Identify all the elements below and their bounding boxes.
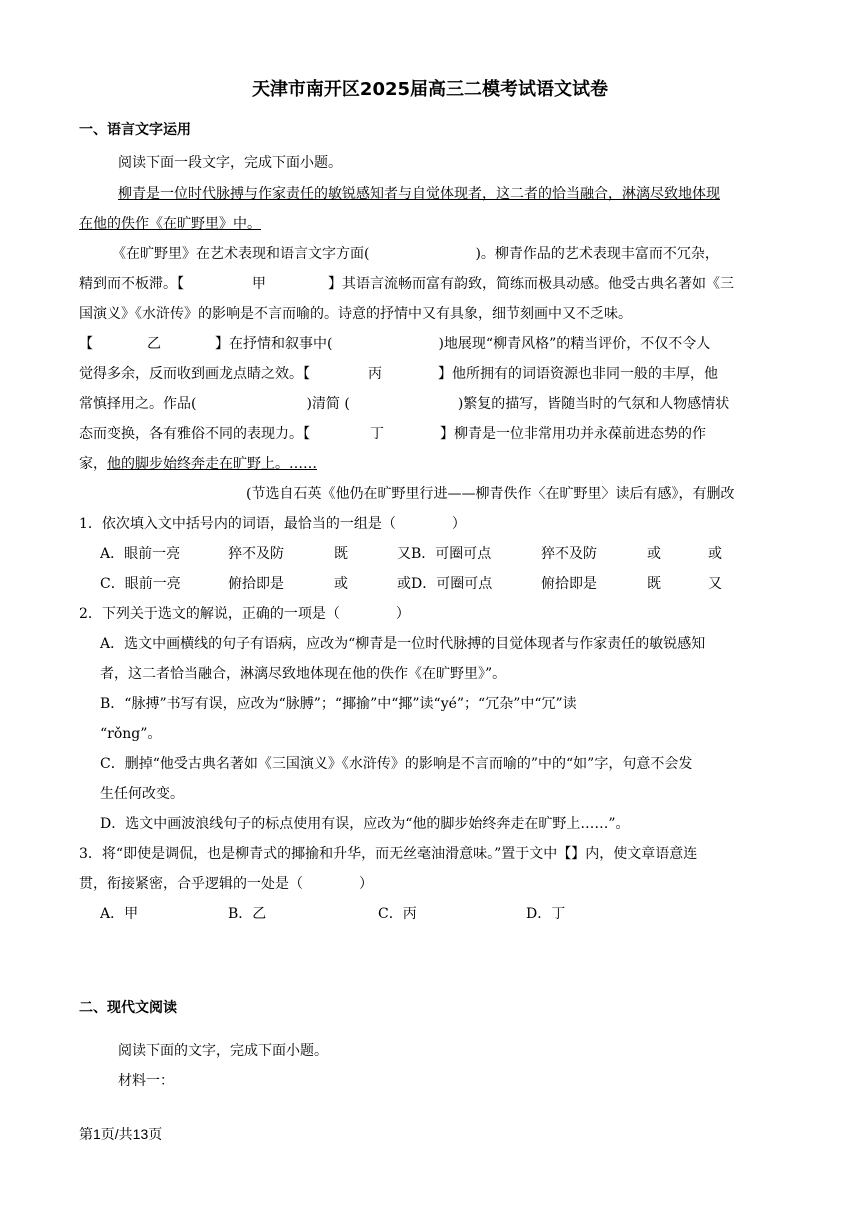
q1-option-d-word4: 又 xyxy=(708,576,722,592)
q1-option-a-word2: 猝不及防 xyxy=(228,546,284,562)
paragraph-line xyxy=(79,394,729,414)
text-segment: 觉得多余，反而收到画龙点睛之效。【 xyxy=(79,366,310,382)
q1-option-b-word4: 或 xyxy=(708,546,722,562)
q1-option-c-word2: 俯拾即是 xyxy=(228,576,284,592)
question-3-stem-cont: 贯，衔接紧密，合乎逻辑的一处是（ ） xyxy=(79,876,373,892)
page-footer: 第1页/共13页 xyxy=(79,1126,163,1142)
text-segment: )。柳青作品的艺术表现丰富而不冗杂， xyxy=(475,246,719,262)
section1-intro: 阅读下面一段文字，完成下面小题。 xyxy=(118,155,342,171)
text-segment: 家， xyxy=(79,456,107,472)
text-segment: 】在抒情和叙事中( xyxy=(215,336,333,352)
q1-option-c-word3: 或 xyxy=(334,576,348,592)
paragraph-line xyxy=(79,454,317,474)
underlined-sentence-line2: 在他的佚作《在旷野里》中。 xyxy=(79,216,261,232)
paragraph-line xyxy=(79,424,706,444)
blank-mark-jia: 甲 xyxy=(252,276,266,292)
question-3-stem: 3．将“即使是调侃，也是柳青式的揶揄和升华，而无丝毫油滑意味。”置于文中【】内，使文章语意连 xyxy=(79,846,698,862)
paragraph-line xyxy=(79,364,718,384)
paragraph-line xyxy=(79,334,710,354)
paragraph-line xyxy=(79,274,734,294)
text-segment: 】他所拥有的词语资源也非同一般的丰厚，他 xyxy=(438,366,718,382)
q2-option-d[interactable]: D．选文中画波浪线句子的标点使用有误，应改为“他的脚步始终奔走在旷野上……”。 xyxy=(100,816,630,832)
q1-option-a-word1[interactable]: A．眼前一亮 xyxy=(100,546,181,562)
text-segment: 态而变换，各有雅俗不同的表现力。【 xyxy=(79,426,310,442)
q1-option-b-word3: 或 xyxy=(647,546,661,562)
q3-option-d[interactable]: D．丁 xyxy=(526,906,566,922)
text-segment: )清简 ( xyxy=(306,396,350,412)
q2-option-c-cont: 生任何改变。 xyxy=(100,786,184,802)
section1-heading: 一、语言文字运用 xyxy=(79,122,191,138)
q2-option-b-cont: “rǒng”。 xyxy=(100,726,162,742)
section2-intro: 阅读下面的文字，完成下面小题。 xyxy=(118,1043,328,1059)
text-segment: 《在旷野里》在艺术表现和语言文字方面( xyxy=(112,246,370,262)
text-segment: )繁复的描写，皆随当时的气氛和人物感情状 xyxy=(457,396,730,412)
text-segment: 】柳青是一位非常用功并永葆前进态势的作 xyxy=(440,426,706,442)
text-segment: 【 xyxy=(79,336,93,352)
question-1-stem: 1．依次填入文中括号内的词语，最恰当的一组是（ ） xyxy=(79,516,466,532)
q2-option-b[interactable]: B．“脉搏”书写有误，应改为“脉膊”；“揶揄”中“揶”读“yé”；“冗杂”中“冗”读 xyxy=(100,696,577,712)
q1-option-a-word3: 既 xyxy=(334,546,348,562)
q1-option-b-word2: 猝不及防 xyxy=(541,546,597,562)
blank-mark-yi: 乙 xyxy=(147,336,161,352)
wavy-underlined-sentence: 他的脚步始终奔走在旷野上。…… xyxy=(107,456,317,472)
q1-option-c-word1[interactable]: C．眼前一亮 xyxy=(100,576,181,592)
text-segment: )地展现“柳青风格”的精当评价，不仅不令人 xyxy=(438,336,711,352)
blank-mark-bing: 丙 xyxy=(368,366,382,382)
question-2-stem: 2．下列关于选文的解说，正确的一项是（ ） xyxy=(79,606,410,622)
q1-option-d-word2: 俯拾即是 xyxy=(541,576,597,592)
material-label: 材料一： xyxy=(118,1073,174,1089)
text-segment: 精到而不板滞。【 xyxy=(79,276,184,292)
q1-option-b-word1[interactable]: 又B．可圈可点 xyxy=(397,546,492,562)
page-title: 天津市南开区2025届高三二模考试语文试卷 xyxy=(251,79,609,100)
q2-option-a-cont: 者，这二者恰当融合，淋漓尽致地体现在他的佚作《在旷野里》”。 xyxy=(100,666,507,682)
paragraph-line xyxy=(112,244,719,264)
q3-option-b[interactable]: B．乙 xyxy=(228,906,267,922)
q1-option-d-word1[interactable]: 或D．可圈可点 xyxy=(397,576,493,592)
paragraph-line: 国演义》《水浒传》的影响是不言而喻的。诗意的抒情中又有具象，细节刻画中又不乏味。 xyxy=(79,306,632,322)
underlined-sentence-line1: 柳青是一位时代脉搏与作家责任的敏锐感知者与自觉体现者，这二者的恰当融合，淋漓尽致地体现 xyxy=(118,186,720,202)
q3-option-c[interactable]: C．丙 xyxy=(378,906,417,922)
q2-option-c[interactable]: C．删掉“他受古典名著如《三国演义》《水浒传》的影响是不言而喻的”中的“如”字，句意不会发 xyxy=(100,756,693,772)
section2-heading: 二、现代文阅读 xyxy=(79,1000,177,1016)
text-segment: 】其语言流畅而富有韵致，简练而极具动感。他受古典名著如《三 xyxy=(328,276,734,292)
q1-option-d-word3: 既 xyxy=(647,576,661,592)
blank-mark-ding: 丁 xyxy=(370,426,384,442)
text-segment: 常慎择用之。作品( xyxy=(79,396,197,412)
source-citation: (节选自石英《他仍在旷野里行进——柳青佚作〈在旷野里〉读后有感》，有删改 xyxy=(246,486,735,502)
q2-option-a[interactable]: A．选文中画横线的句子有语病，应改为“柳青是一位时代脉搏的目觉体现者与作家责任的敏锐感知 xyxy=(100,636,706,652)
q3-option-a[interactable]: A．甲 xyxy=(100,906,139,922)
